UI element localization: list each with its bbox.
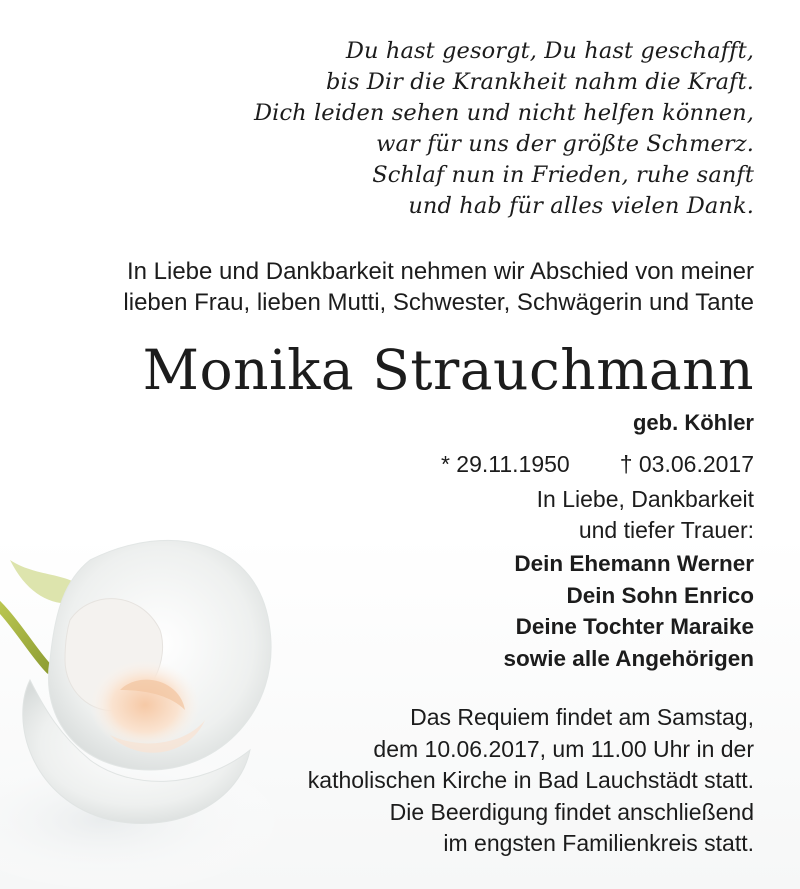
closing-line: In Liebe, Dankbarkeit: [536, 486, 754, 512]
birth-date: * 29.11.1950: [440, 451, 570, 477]
poem: [34, 36, 754, 222]
announcement-line: im engsten Familienkreis statt.: [443, 830, 754, 856]
mourner: Deine Tochter Maraike: [515, 614, 754, 639]
poem-line: bis Dir die Krankheit nahm die Kraft.: [326, 69, 754, 95]
mourner: Dein Sohn Enrico: [566, 582, 754, 608]
funeral-announcement: [154, 702, 754, 860]
announcement-line: Die Beerdigung findet anschließend: [389, 798, 754, 825]
poem-line: Du hast gesorgt, Du hast geschafft,: [345, 38, 754, 64]
life-dates: [254, 448, 754, 480]
intro-line: In Liebe und Dankbarkeit nehmen wir Abschied von meiner: [126, 258, 754, 285]
poem-line: Schlaf nun in Frieden, ruhe sanft: [372, 162, 754, 188]
announcement-line: dem 10.06.2017, um 11.00 Uhr in der: [373, 735, 754, 762]
farewell-intro: [14, 256, 754, 318]
closing-line: und tiefer Trauer:: [578, 517, 754, 543]
birth-name: geb. Köhler: [632, 410, 754, 435]
mourner: sowie alle Angehörigen: [503, 645, 754, 671]
intro-line: lieben Frau, lieben Mutti, Schwester, Schwägerin und Tante: [123, 289, 754, 316]
poem-line: war für uns der größte Schmerz.: [376, 131, 754, 157]
announcement-line: Das Requiem findet am Samstag,: [410, 704, 754, 730]
deceased-name: Monika Strauchmann: [142, 338, 754, 402]
mourners-list: [354, 548, 754, 674]
mourner: Dein Ehemann Werner: [514, 551, 754, 576]
poem-line: Dich leiden sehen und nicht helfen können,: [254, 100, 754, 126]
closing-words: [354, 484, 754, 546]
announcement-line: katholischen Kirche in Bad Lauchstädt statt.: [307, 767, 754, 793]
poem-line: und hab für alles vielen Dank.: [408, 193, 754, 219]
death-date: † 03.06.2017: [619, 451, 754, 477]
